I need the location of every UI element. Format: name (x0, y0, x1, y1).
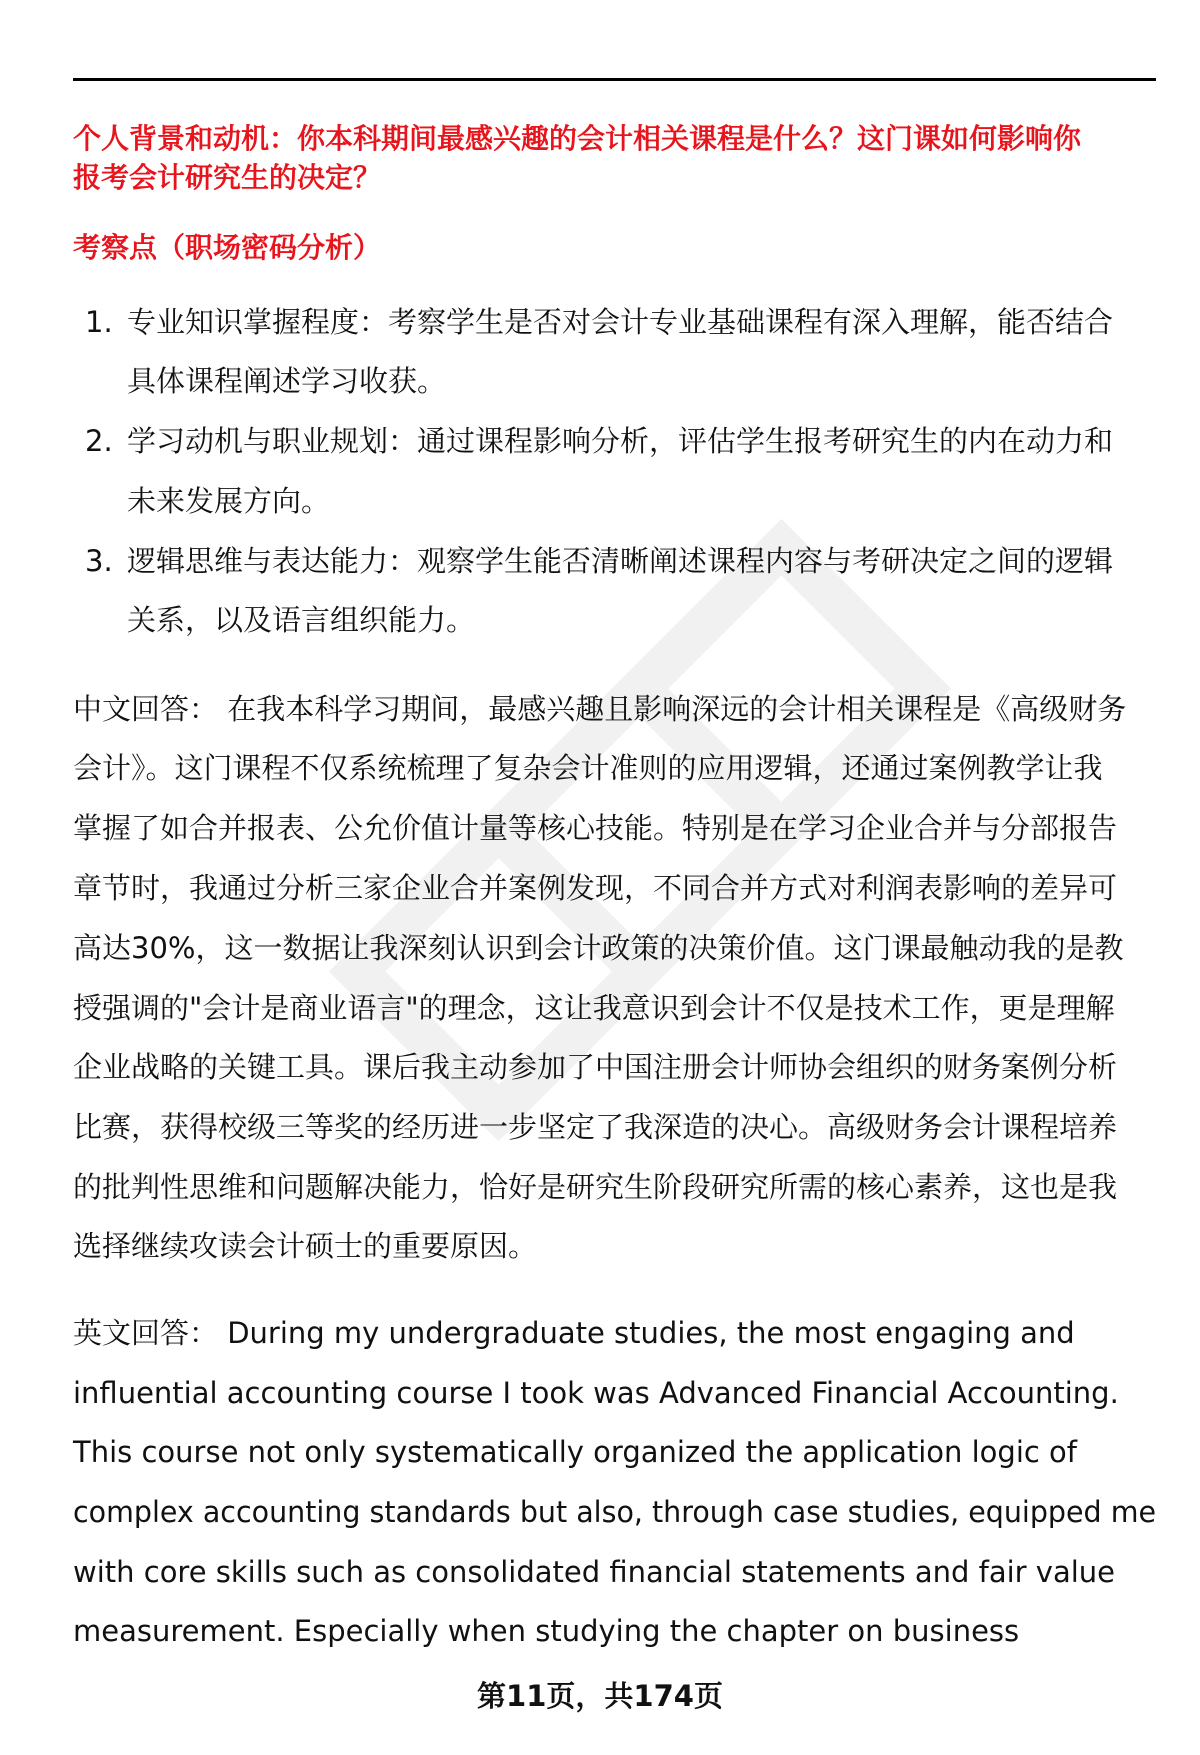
answer-line: influential accounting course I took was Advanced Financial Accounting. (73, 1376, 1119, 1410)
answer-line: with core skills such as consolidated financial statements and fair value (73, 1555, 1116, 1589)
points-heading: 考察点（职场密码分析） (73, 231, 382, 264)
header-rule (73, 78, 1156, 81)
page-number: 第11页，共174页 (477, 1679, 723, 1713)
point-text: 专业知识掌握程度：考察学生是否对会计专业基础课程有深入理解，能否结合 (127, 305, 1114, 339)
answer-line: measurement. Especially when studying the chapter on business (73, 1614, 1020, 1648)
answer-line: 的批判性思维和问题解决能力，恰好是研究生阶段研究所需的核心素养，这也是我 (73, 1170, 1118, 1204)
question-line-1: 个人背景和动机：你本科期间最感兴趣的会计相关课程是什么？这门课如何影响你 (73, 122, 1082, 155)
point-text: 未来发展方向。 (127, 484, 331, 518)
answer-line: This course not only systematically organized the application logic of (73, 1435, 1077, 1469)
answer-line: 掌握了如合并报表、公允价值计量等核心技能。特别是在学习企业合并与分部报告 (73, 811, 1118, 845)
point-number: 2. (85, 424, 113, 458)
point-number: 3. (85, 544, 113, 578)
answer-line: 会计》。这门课程不仅系统梳理了复杂会计准则的应用逻辑，还通过案例教学让我 (73, 751, 1103, 785)
answer-line: complex accounting standards but also, through case studies, equipped me (73, 1495, 1156, 1529)
point-text: 学习动机与职业规划：通过课程影响分析，评估学生报考研究生的内在动力和 (127, 424, 1114, 458)
answer-line: 高达30%，这一数据让我深刻认识到会计政策的决策价值。这门课最触动我的是教 (73, 931, 1124, 965)
answer-line: 企业战略的关键工具。课后我主动参加了中国注册会计师协会组织的财务案例分析 (73, 1050, 1118, 1084)
answer-line: 中文回答： 在我本科学习期间，最感兴趣且影响深远的会计相关课程是《高级财务 (73, 692, 1127, 726)
answer-line: 章节时，我通过分析三家企业合并案例发现，不同合并方式对利润表影响的差异可 (73, 871, 1118, 905)
point-number: 1. (85, 305, 113, 339)
point-text: 逻辑思维与表达能力：观察学生能否清晰阐述课程内容与考研决定之间的逻辑 (127, 544, 1114, 578)
answer-line: 选择继续攻读会计硕士的重要原因。 (73, 1229, 538, 1263)
point-text: 具体课程阐述学习收获。 (127, 364, 447, 398)
question-line-2: 报考会计研究生的决定？ (73, 161, 382, 194)
answer-line: 比赛，获得校级三等奖的经历进一步坚定了我深造的决心。高级财务会计课程培养 (73, 1110, 1118, 1144)
answer-line: 英文回答： During my undergraduate studies, the most engaging and (73, 1316, 1075, 1350)
answer-line: 授强调的"会计是商业语言"的理念，这让我意识到会计不仅是技术工作，更是理解 (73, 991, 1115, 1025)
point-text: 关系，以及语言组织能力。 (127, 603, 476, 637)
